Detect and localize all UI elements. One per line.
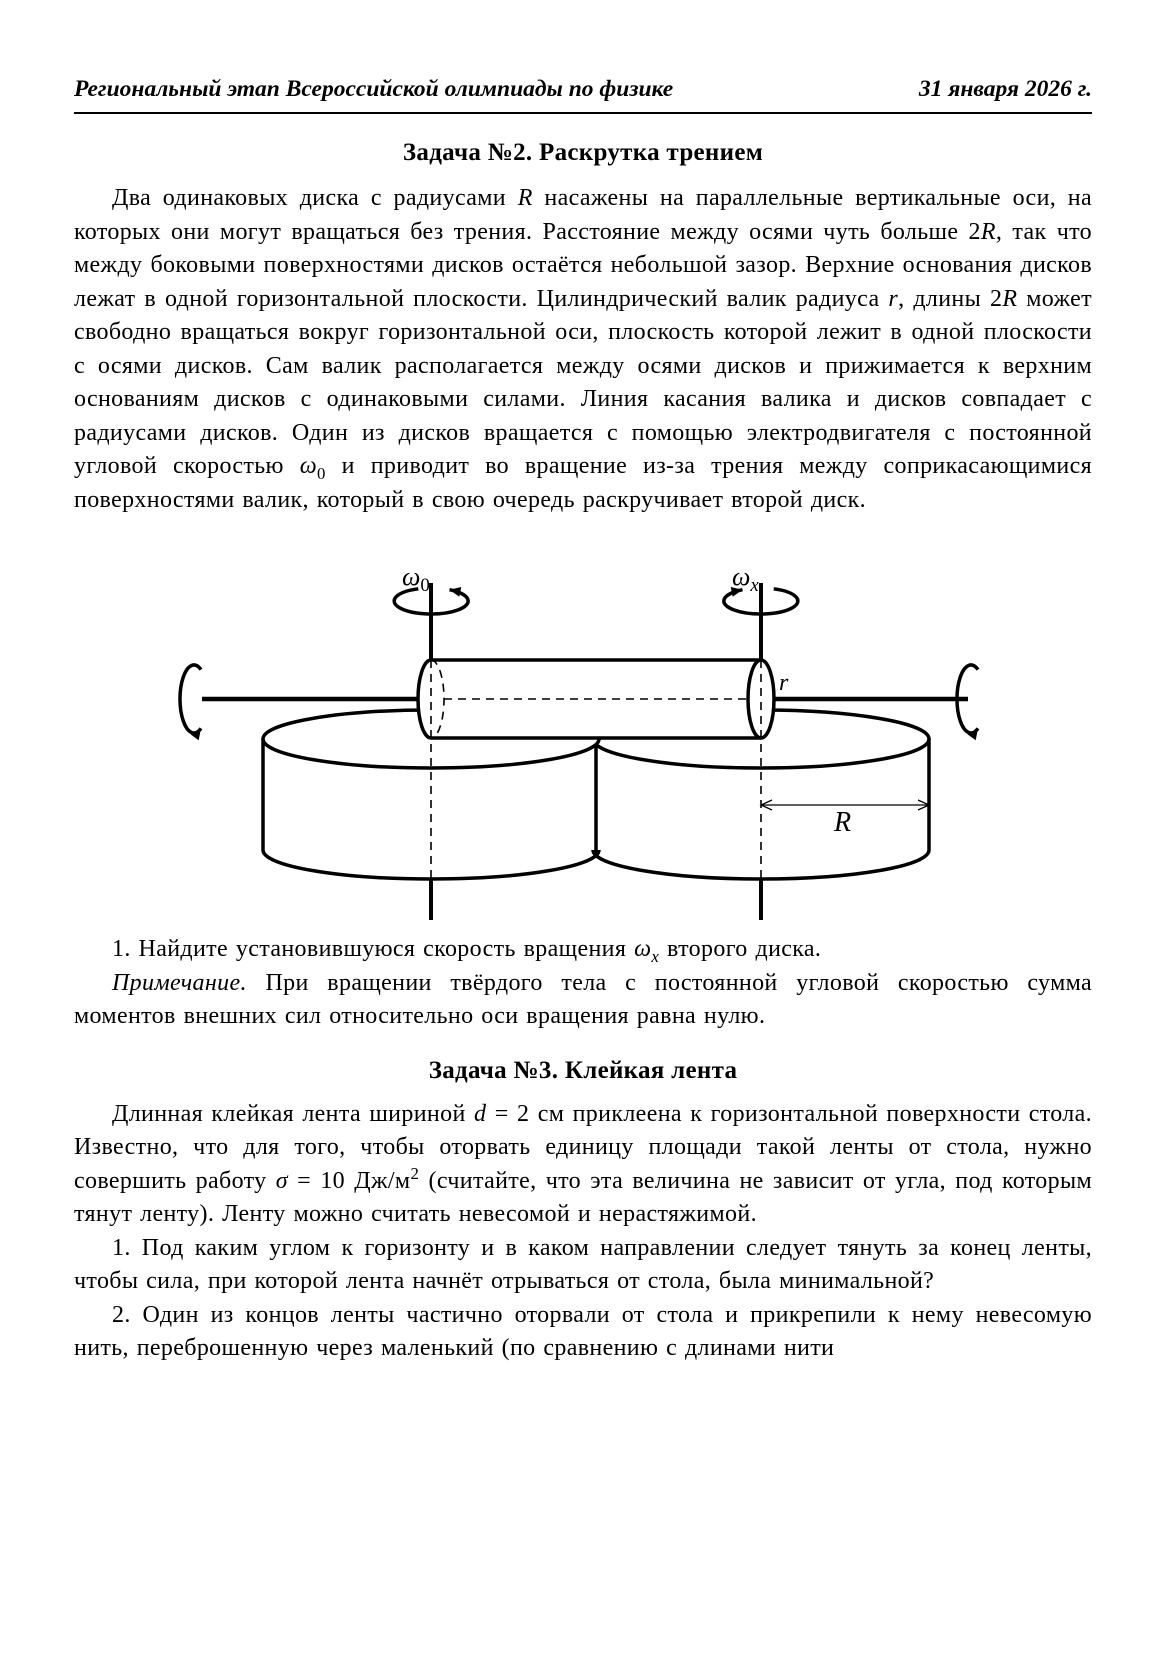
header-title: Региональный этап Всероссийской олимпиады по физике — [74, 76, 674, 102]
disks-roller-diagram — [168, 518, 998, 923]
task2-paragraph: Два одинаковых диска с радиусами R насажены на параллельные вертикальные оси, на которых они могут вращаться без трения. Расстояние между осями чуть больше 2R, так что между боковыми поверхностями дисков остаётся небольшой зазор. Верхние основания дисков лежат в одной горизонтальной плоскости. Цилиндрический валик радиуса r, длины 2R может свободно вращаться вокруг горизонтальной оси, плоскость которой лежит в одной плоскости с осями дисков. Сам валик располагается между осями дисков и прижимается к верхним основаниям дисков с одинаковыми силами. Линия касания валика и дисков совпадает с радиусами дисков. Один из дисков вращается с помощью электродвигателя с постоянной угловой скоростью $\omega_0$ и приводит во вращение из-за трения между соприкасающимися поверхностями валик, который в свою очередь раскручивает второй диск. — [74, 185, 1092, 513]
roller-cylinder — [418, 660, 774, 738]
page-content — [74, 76, 1092, 1366]
task2-question1: 1. Найдите установившуюся скорость вращения $\omega_x$ второго диска. — [112, 936, 822, 966]
task2-note: Примечание. При вращении твёрдого тела с постоянной угловой скоростью сумма моментов внешних сил относительно оси вращения равна нулю. — [74, 969, 1092, 1029]
omegax-label: $\omega_x$ — [732, 562, 759, 596]
omega0-label: $\omega_0$ — [402, 562, 430, 596]
disk-radius-label: R — [834, 807, 852, 838]
roller-radius-label: r — [779, 670, 789, 696]
task3-title: Задача №3. Клейкая лента — [428, 1056, 738, 1084]
task3-paragraph: Длинная клейкая лента шириной d = 2 см приклеена к горизонтальной поверхности стола. Известно, что для того, чтобы оторвать единицу площади такой ленты от стола, нужно совершить работу σ = 10 $Дж/м^2$ (считайте, что эта величина не зависит от угла, под которым тянут ленту). Ленту можно считать невесомой и нерастяжимой. — [74, 1100, 1092, 1227]
task3-question1: 1. Под каким углом к горизонту и в каком направлении следует тянуть за конец ленты, чтобы сила, при которой лента начнёт отрываться от стола, была минимальной? — [74, 1234, 1092, 1294]
header-date: 31 января 2026 г. — [918, 76, 1092, 102]
page-header — [74, 76, 1092, 114]
task2-title: Задача №2. Раскрутка трением — [402, 139, 764, 166]
task3-question2: 2. Один из концов ленты частично оторвали от стола и прикрепили к нему невесомую нить, переброшенную через маленький (по сравнению с длинами нити — [74, 1301, 1092, 1361]
task2-figure — [168, 518, 998, 923]
roller-rotation-arrow-left — [180, 665, 201, 733]
